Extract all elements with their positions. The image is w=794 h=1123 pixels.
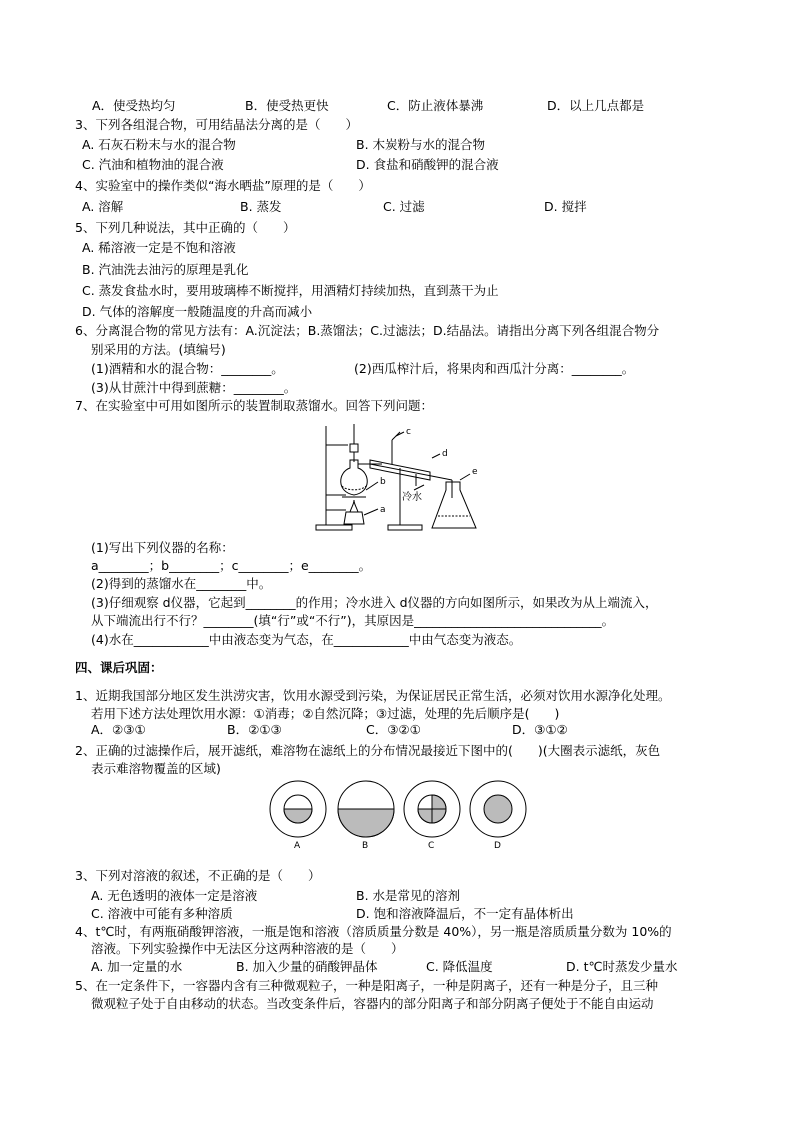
q5-option-c: C. 蒸发食盐水时，要用玻璃棒不断搅拌，用酒精灯持续加热，直到蒸干为止 [82, 283, 499, 298]
circle-label-a: A [294, 841, 301, 850]
q5-option-d: D. 气体的溶解度一般随温度的升高而减小 [82, 304, 313, 319]
r2-stem-line1: 2、正确的过滤操作后，展开滤纸，难溶物在滤纸上的分布情况最接近下图中的( )(大圈表示滤纸，灰色 [75, 743, 661, 758]
q6-part2: (2)西瓜榨汁后，将果肉和西瓜汁分离：________。 [354, 361, 635, 376]
q7-sub3-line2: 从下端流出行不行？________(填“行”或“不行”)，其原因是______________________________。 [91, 613, 615, 628]
circle-label-c: C [428, 841, 435, 850]
q7-sub1-blanks: a________；b________；c________；e________。 [91, 558, 372, 573]
r4-option-c: C. 降低温度 [426, 959, 493, 974]
q6-part3: (3)从甘蔗汁中得到蔗糖：________。 [91, 380, 297, 395]
r3-option-b: B. 水是常见的溶剂 [356, 888, 461, 903]
q7-sub4: (4)水在____________中由液态变为气态，在____________中由气态变为液态。 [91, 632, 522, 647]
q5-option-a: A. 稀溶液一定是不饱和溶液 [82, 240, 236, 255]
r4-option-d: D. t℃时蒸发少量水 [566, 959, 678, 974]
r1-option-c: C．③②① [366, 722, 421, 737]
r1-option-d: D．③①② [512, 722, 568, 737]
figure-label-c: c [406, 427, 411, 437]
option-c: C．防止液体暴沸 [387, 98, 484, 113]
distillation-apparatus-figure [312, 420, 492, 535]
q7-sub3-line1: (3)仔细观察 d仪器，它起到________的作用；冷水进入 d仪器的方向如图所示，如果改为从上端流入， [91, 595, 658, 610]
r4-option-a: A. 加一定量的水 [91, 959, 183, 974]
section-heading: 四、课后巩固： [75, 660, 163, 675]
q4-option-c: C. 过滤 [383, 199, 425, 214]
circle-label-b: B [362, 841, 369, 850]
q6-stem-line2: 别采用的方法。(填编号) [91, 342, 226, 357]
figure-label-d: d [442, 449, 448, 459]
q7-stem: 7、在实验室中可用如图所示的装置制取蒸馏水。回答下列问题： [75, 398, 433, 413]
filter-paper-figure [268, 778, 538, 850]
figure-label-e: e [472, 467, 478, 477]
q6-part1: (1)酒精和水的混合物：________。 [91, 361, 284, 376]
q3-option-d: D. 食盐和硝酸钾的混合液 [356, 157, 499, 172]
r5-stem-line2: 微观粒子处于自由移动的状态。当改变条件后，容器内的部分阳离子和部分阴离子便处于不能自由运动 [91, 996, 654, 1011]
q5-option-b: B. 汽油洗去油污的原理是乳化 [82, 262, 249, 277]
r1-option-a: A．②③① [91, 722, 146, 737]
circle-label-d: D [494, 841, 501, 850]
figure-label-cold-water: 冷水 [402, 492, 422, 503]
option-d: D．以上几点都是 [547, 98, 645, 113]
q4-option-a: A. 溶解 [82, 199, 124, 214]
r3-option-a: A. 无色透明的液体一定是溶液 [91, 888, 258, 903]
r4-stem-line2: 溶液。下列实验操作中无法区分这两种溶液的是（ ） [91, 941, 404, 956]
q3-option-a: A. 石灰石粉末与水的混合物 [82, 137, 236, 152]
option-a: A．使受热均匀 [92, 98, 176, 113]
q5-stem: 5、下列几种说法，其中正确的（ ） [75, 220, 296, 235]
r1-option-b: B．②①③ [227, 722, 282, 737]
r3-option-d: D. 饱和溶液降温后，不一定有晶体析出 [356, 906, 574, 921]
q4-option-d: D. 搅拌 [544, 199, 587, 214]
q3-stem: 3、下列各组混合物，可用结晶法分离的是（ ） [75, 117, 358, 132]
q4-stem: 4、实验室中的操作类似“海水晒盐”原理的是（ ） [75, 178, 371, 193]
figure-label-b: b [380, 477, 386, 487]
q6-stem-line1: 6、分离混合物的常见方法有：A.沉淀法；B.蒸馏法；C.过滤法；D.结晶法。请指出分离下列各组混合物分 [75, 323, 660, 338]
q7-sub1: (1)写出下列仪器的名称： [91, 540, 234, 555]
r1-stem-line1: 1、近期我国部分地区发生洪涝灾害，饮用水源受到污染，为保证居民正常生活，必须对饮用水源净化处理。 [75, 688, 671, 703]
r1-stem-line2: 若用下述方法处理饮用水源：①消毒；②自然沉降；③过滤，处理的先后顺序是( ) [91, 706, 560, 721]
figure-label-a: a [380, 505, 386, 515]
r4-option-b: B. 加入少量的硝酸钾晶体 [236, 959, 378, 974]
r4-stem-line1: 4、t℃时，有两瓶硝酸钾溶液，一瓶是饱和溶液（溶质质量分数是 40%），另一瓶是溶质质量分数为 10%的 [75, 924, 672, 939]
q4-option-b: B. 蒸发 [240, 199, 282, 214]
r3-stem: 3、下列对溶液的叙述，不正确的是（ ） [75, 868, 321, 883]
r2-stem-line2: 表示难溶物覆盖的区域) [91, 761, 221, 776]
r5-stem-line1: 5、在一定条件下，一容器内含有三种微观粒子，一种是阳离子，一种是阴离子，还有一种是分子，且三种 [75, 978, 658, 993]
option-b: B．使受热更快 [245, 98, 329, 113]
q3-option-b: B. 木炭粉与水的混合物 [356, 137, 486, 152]
q3-option-c: C. 汽油和植物油的混合液 [82, 157, 224, 172]
q7-sub2: (2)得到的蒸馏水在________中。 [91, 576, 272, 591]
r3-option-c: C. 溶液中可能有多种溶质 [91, 906, 233, 921]
